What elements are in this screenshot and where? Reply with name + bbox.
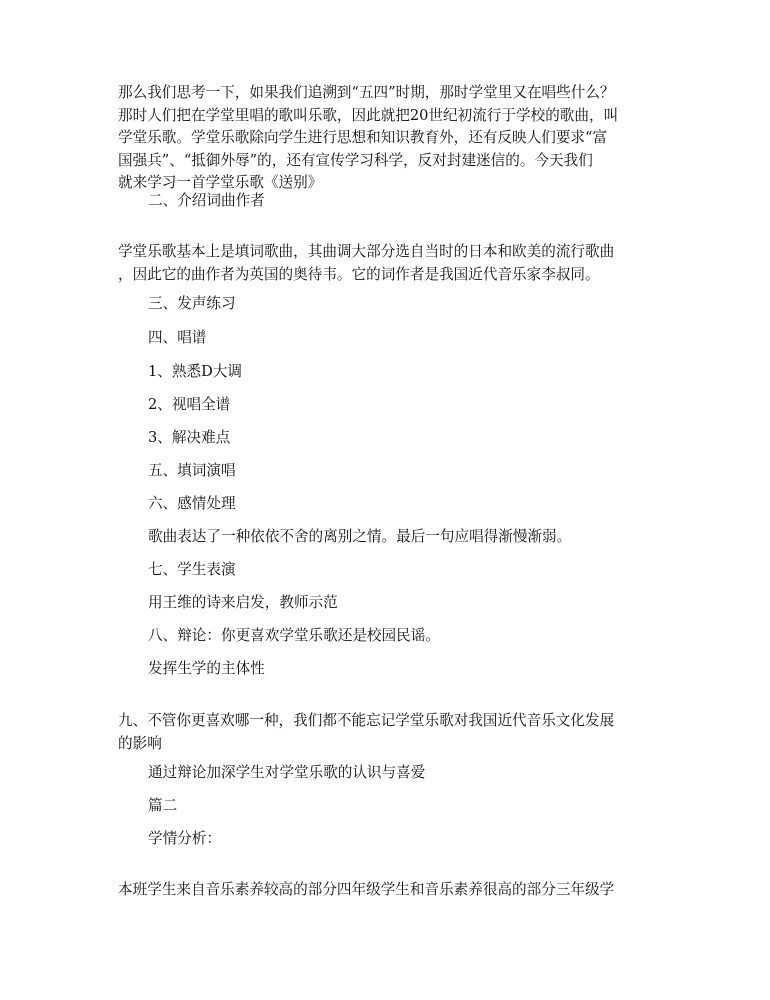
student-analysis-paragraph: 本班学生来自音乐素养较高的部分四年级学生和音乐素养很高的部分三年级学 (118, 881, 615, 898)
performance-paragraph: 用王维的诗来启发，教师示范 (148, 594, 338, 611)
composer-paragraph (118, 241, 658, 286)
text-line: 的影响 (118, 734, 162, 752)
text-line: ，因此它的曲作者为英国的奥待韦。它的词作者是我国近代音乐家李叔同。 (118, 265, 600, 283)
section-heading-8: 八、辩论：你更喜欢学堂乐歌还是校园民谣。 (148, 627, 440, 644)
intro-paragraph (118, 82, 658, 195)
text-line: 那么我们思考一下，如果我们追溯到“五四”时期，那时学堂里又在唱些什么？ (118, 84, 615, 101)
step-1: 1、熟悉D大调 (148, 363, 242, 380)
debate-paragraph: 发挥生学的主体性 (148, 660, 265, 677)
text-line: 国强兵”、“抵御外辱”的，还有宣传学习科学，反对封建迷信的。今天我们 (118, 151, 593, 169)
section-heading-9 (118, 710, 658, 755)
emotion-paragraph: 歌曲表达了一种依依不舍的离别之情。最后一句应唱得渐慢渐弱。 (148, 528, 572, 545)
text-line: 学堂乐歌。学堂乐歌除向学生进行思想和知识教育外，还有反映人们要求“富 (118, 129, 608, 146)
section-heading-5: 五、填词演唱 (148, 462, 236, 479)
step-3: 3、解决难点 (148, 429, 231, 446)
section-heading-6: 六、感情处理 (148, 495, 236, 512)
section-heading-3: 三、发声练习 (148, 295, 236, 312)
student-analysis-heading: 学情分析： (148, 830, 221, 847)
step-2: 2、视唱全谱 (148, 396, 231, 413)
section-heading-7: 七、学生表演 (148, 561, 236, 578)
text-line: 九、不管你更喜欢哪一种，我们都不能忘记学堂乐歌对我国近代音乐文化发展 (118, 712, 615, 729)
text-line: 就来学习一首学堂乐歌《送别》 (118, 174, 323, 191)
part-two-heading: 篇二 (148, 797, 178, 814)
section-heading-2: 二、介绍词曲作者 (148, 192, 265, 209)
text-line: 那时人们把在学堂里唱的歌叫乐歌，因此就把20世纪初流行于学校的歌曲，叫 (118, 106, 619, 124)
section-heading-4: 四、唱谱 (148, 329, 207, 346)
debate-summary: 通过辩论加深学生对学堂乐歌的认识与喜爱 (148, 764, 426, 781)
text-line: 学堂乐歌基本上是填词歌曲，其曲调大部分选自当时的日本和欧美的流行歌曲 (118, 243, 615, 260)
